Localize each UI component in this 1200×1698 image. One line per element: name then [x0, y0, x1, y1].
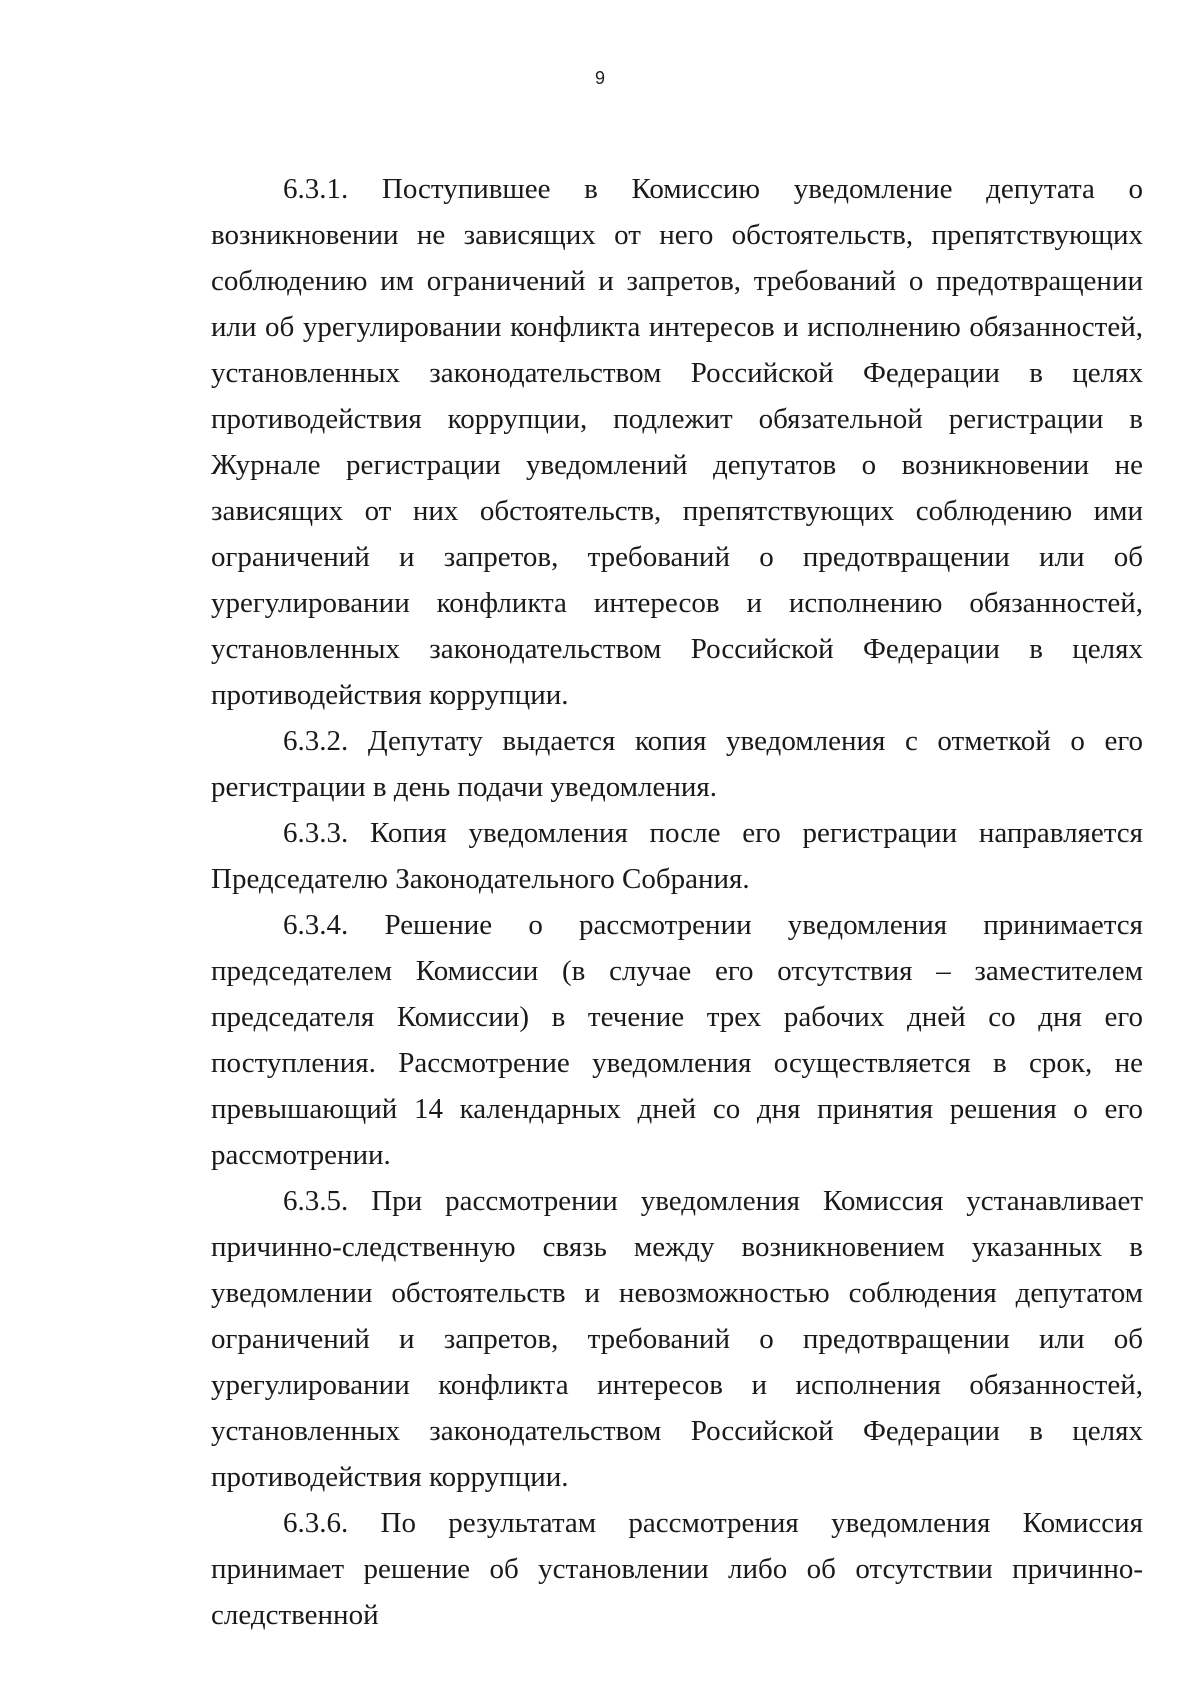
- page-number: 9: [594, 68, 605, 88]
- paragraph-6-3-1: 6.3.1. Поступившее в Комиссию уведомление депутата о возникновении не зависящих от него обстоятельств, препятствующих соблюдению им ограничений и запретов, требований о предотвращении или об урегулировании конфликта интересов и исполнению обязанностей, установленных законодательством Российской Федерации в целях противодействия коррупции, подлежит обязательной регистрации в Журнале регистрации уведомлений депутатов о возникновении не зависящих от них обстоятельств, препятствующих соблюдению ими ограничений и запретов, требований о предотвращении или об урегулировании конфликта интересов и исполнению обязанностей, установленных законодательством Российской Федерации в целях противодействия коррупции.: [211, 173, 1143, 711]
- document-body: [211, 166, 1143, 1638]
- paragraph-6-3-5: 6.3.5. При рассмотрении уведомления Комиссия устанавливает причинно-следственную связь между возникновением указанных в уведомлении обстоятельств и невозможностью соблюдения депутатом ограничений и запретов, требований о предотвращении или об урегулировании конфликта интересов и исполнения обязанностей, установленных законодательством Российской Федерации в целях противодействия коррупции.: [211, 1185, 1143, 1493]
- paragraph-6-3-6: 6.3.6. По результатам рассмотрения уведомления Комиссия принимает решение об установлении либо об отсутствии причинно-следственной: [211, 1507, 1143, 1631]
- paragraph-6-3-2: 6.3.2. Депутату выдается копия уведомления с отметкой о его регистрации в день подачи уведомления.: [211, 725, 1143, 803]
- paragraph-6-3-3: 6.3.3. Копия уведомления после его регистрации направляется Председателю Законодательного Собрания.: [211, 817, 1143, 895]
- paragraph-6-3-4: 6.3.4. Решение о рассмотрении уведомления принимается председателем Комиссии (в случае его отсутствия – заместителем председателя Комиссии) в течение трех рабочих дней со дня его поступления. Рассмотрение уведомления осуществляется в срок, не превышающий 14 календарных дней со дня принятия решения о его рассмотрении.: [211, 909, 1143, 1171]
